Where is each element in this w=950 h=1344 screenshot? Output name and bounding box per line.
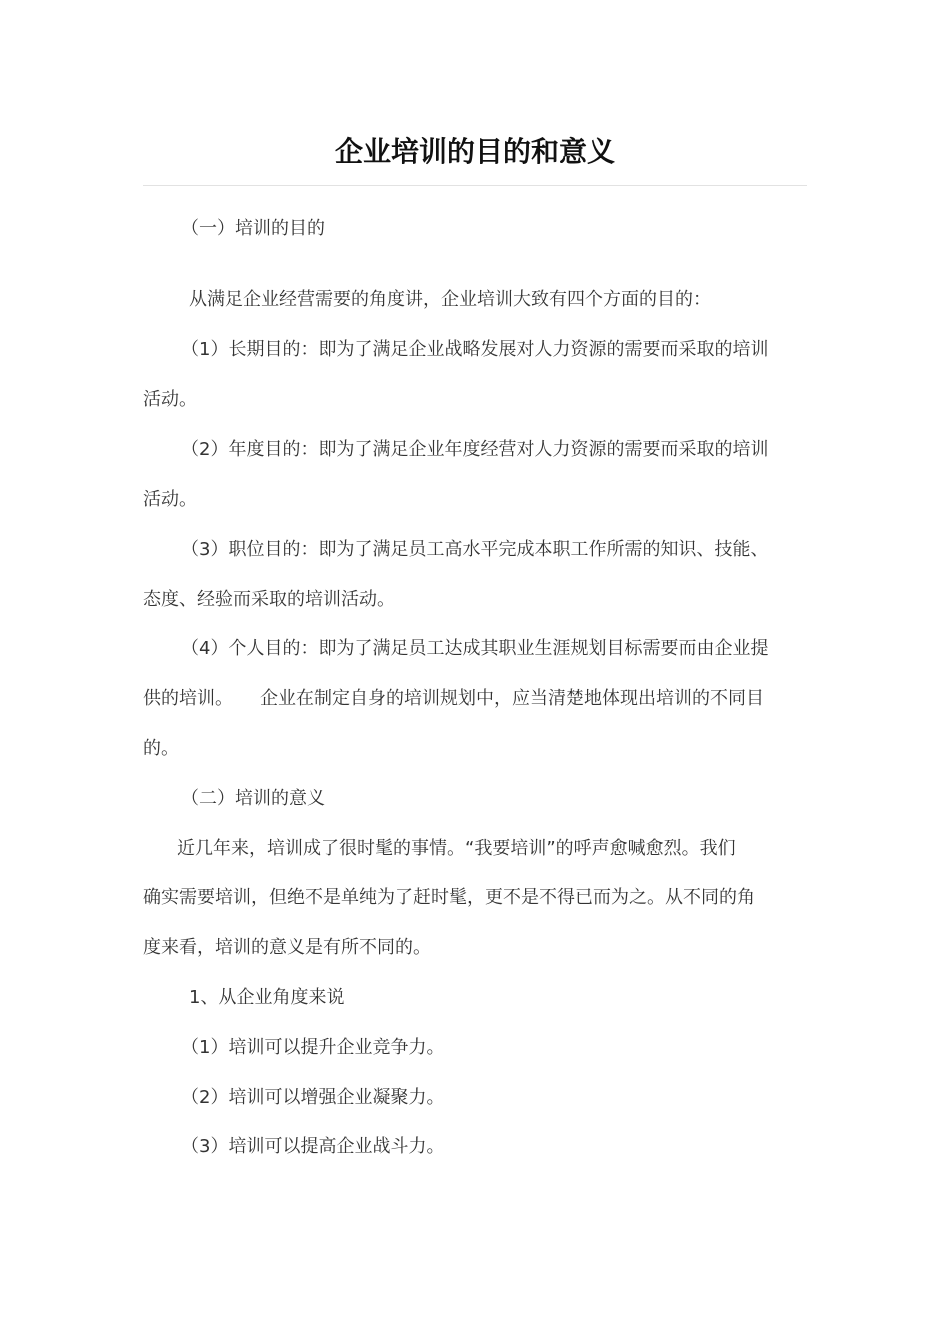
paragraph-line: （2）年度目的：即为了满足企业年度经营对人力资源的需要而采取的培训: [181, 439, 769, 460]
paragraph-line: （1）长期目的：即为了满足企业战略发展对人力资源的需要而采取的培训: [181, 339, 769, 360]
paragraph-line: 活动。: [143, 489, 197, 510]
section-heading-purpose: （一）培训的目的: [181, 218, 325, 239]
paragraph-line: 的。: [143, 738, 179, 759]
paragraph-line: 从满足企业经营需要的角度讲，企业培训大致有四个方面的目的：: [189, 289, 711, 310]
paragraph-line: 确实需要培训，但绝不是单纯为了赶时髦，更不是不得已而为之。从不同的角: [143, 887, 755, 908]
title-divider: [143, 185, 807, 186]
list-item: （2）培训可以增强企业凝聚力。: [181, 1087, 445, 1108]
paragraph-line: 近几年来，培训成了很时髦的事情。“我要培训”的呼声愈喊愈烈。我们: [177, 838, 736, 859]
list-item: （3）培训可以提高企业战斗力。: [181, 1136, 445, 1157]
paragraph-line: 度来看，培训的意义是有所不同的。: [143, 937, 431, 958]
list-item: （1）培训可以提升企业竞争力。: [181, 1037, 445, 1058]
paragraph-line: 活动。: [143, 389, 197, 410]
paragraph-line: （3）职位目的：即为了满足员工高水平完成本职工作所需的知识、技能、: [181, 539, 769, 560]
document-title: 企业培训的目的和意义: [334, 135, 615, 168]
paragraph-line: 态度、经验而采取的培训活动。: [143, 589, 395, 610]
subsection-heading: 1、从企业角度来说: [189, 987, 345, 1008]
section-heading-significance: （二）培训的意义: [181, 788, 325, 809]
paragraph-line: （4）个人目的：即为了满足员工达成其职业生涯规划目标需要而由企业提: [181, 638, 769, 659]
paragraph-line: 供的培训。 企业在制定自身的培训规划中，应当清楚地体现出培训的不同目: [143, 688, 764, 709]
